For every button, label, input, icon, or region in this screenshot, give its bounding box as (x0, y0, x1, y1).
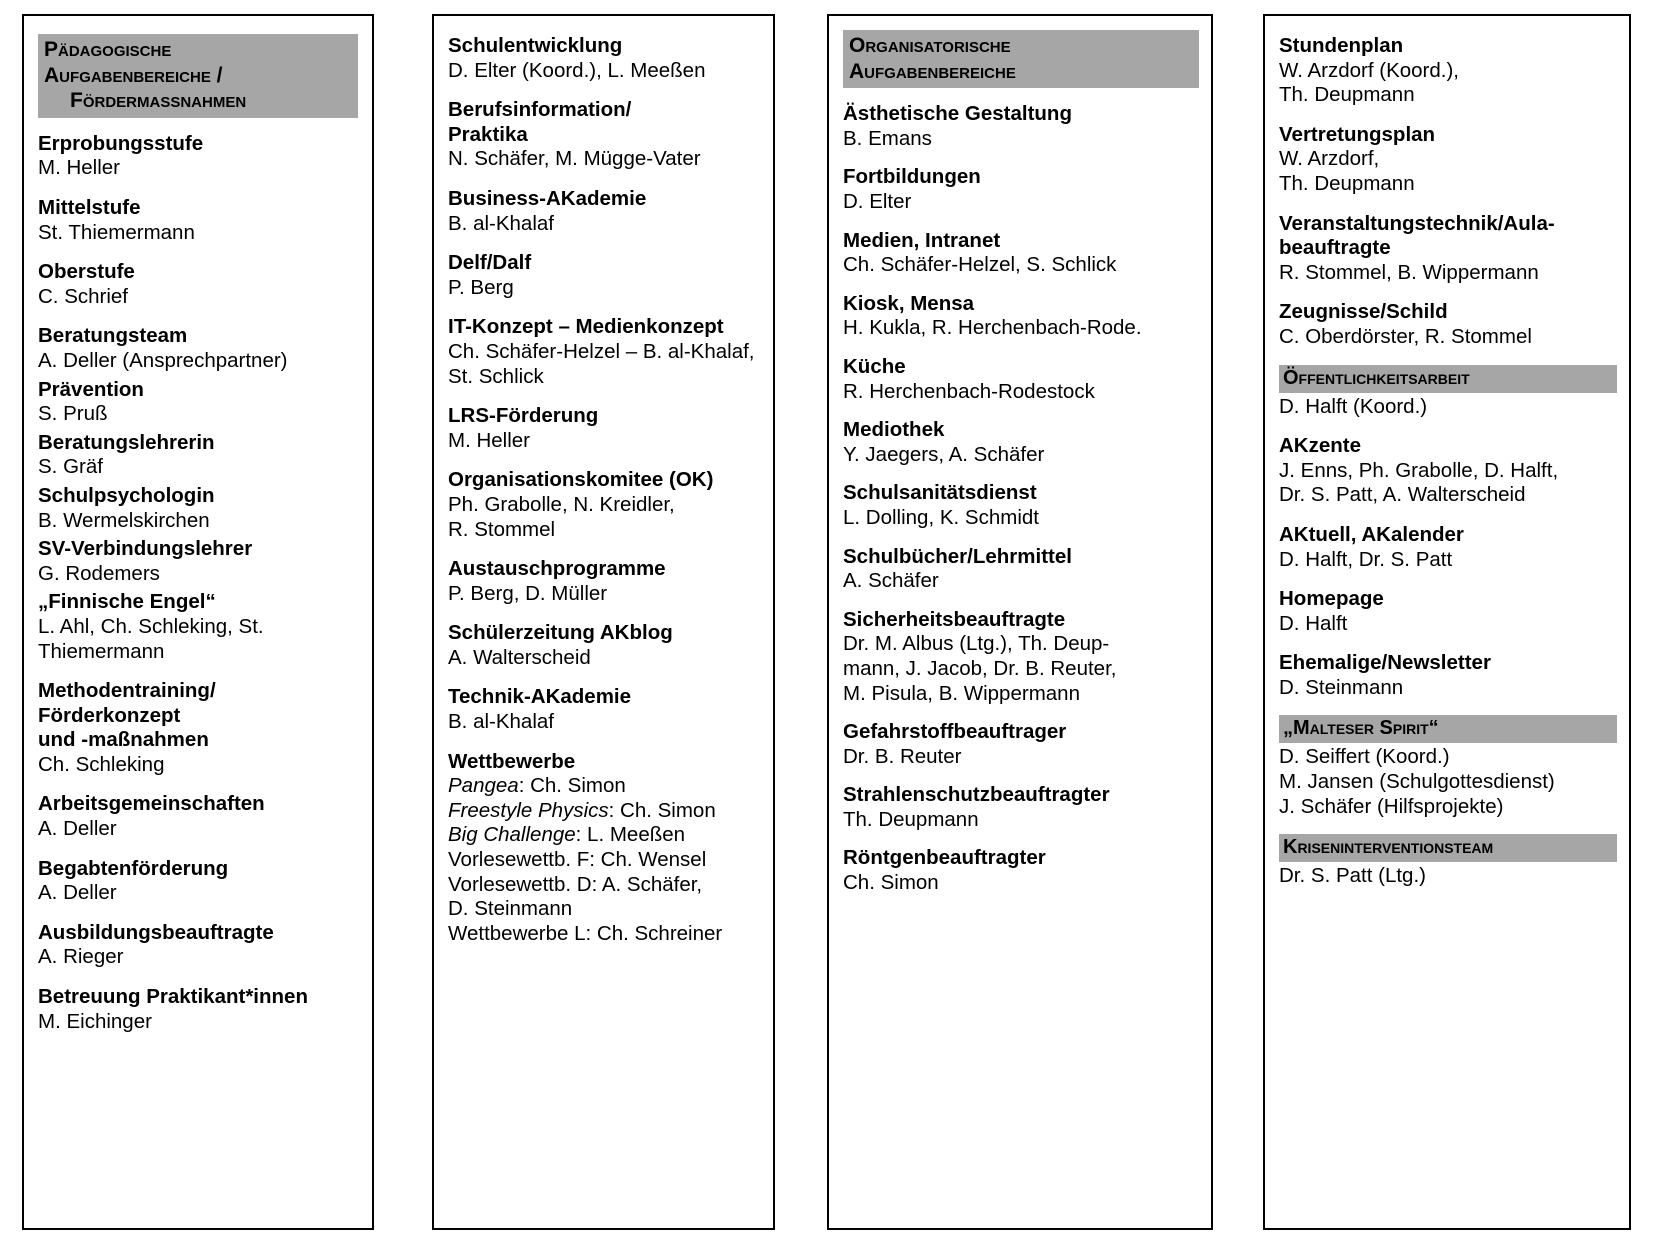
entry-people: G. Rodemers (38, 561, 160, 585)
entry-title: Beratungslehrerin (38, 430, 215, 454)
entry-title: Austauschprogramme (448, 557, 666, 581)
entry-people: H. Kukla, R. Herchenbach-Rode. (843, 316, 1142, 340)
entry (843, 229, 1199, 278)
entry (448, 557, 761, 606)
entry-title: Betreuung Praktikant*innen (38, 985, 308, 1009)
entry-title: Vertretungsplan (1279, 122, 1436, 146)
entry (448, 187, 761, 236)
entry-people: Ch. Schäfer-Helzel, S. Schlick (843, 253, 1117, 277)
entry-people: D. Halft (Koord.) (1279, 394, 1428, 418)
entry (1279, 715, 1617, 819)
entry (1279, 300, 1617, 349)
entry (38, 132, 358, 181)
entry (843, 292, 1199, 341)
entry (448, 621, 761, 670)
competition-name: Pangea (448, 774, 519, 798)
entry-title: Schulpsychologin (38, 483, 215, 507)
entry (448, 315, 761, 389)
entry (843, 102, 1199, 151)
entry-title: Begabtenförderung (38, 856, 229, 880)
entry-title: Business-AKademie (448, 186, 647, 210)
entry (38, 921, 358, 970)
columns-container (0, 14, 1678, 1230)
entry-people: Y. Jaegers, A. Schäfer (843, 442, 1045, 466)
entry (38, 431, 358, 480)
entry (1279, 651, 1617, 700)
column-3-entries (843, 102, 1199, 895)
entry-people: R. Stommel, B. Wippermann (1279, 260, 1539, 284)
entry-title: Wettbewerbe (448, 749, 576, 773)
entry-people: D. Elter (Koord.), L. Meeßen (448, 58, 706, 82)
entry (843, 481, 1199, 530)
entry-people: R. Herchenbach-Rodestock (843, 379, 1095, 403)
entry-people: S. Pruß (38, 402, 108, 426)
entry-title-band: „Malteser Spirit“ (1279, 715, 1617, 743)
entry-title: Prävention (38, 377, 144, 401)
entry-people: A. Deller (38, 817, 117, 841)
entry-people: B. Emans (843, 126, 932, 150)
entry-people: L. Dolling, K. Schmidt (843, 505, 1039, 529)
column-1-header-line3: Fördermaßnahmen (70, 89, 247, 113)
entry-title: IT-Konzept – Medienkonzept (448, 315, 724, 339)
entry-people: A. Deller (38, 881, 117, 905)
entry-people: M. Heller (448, 428, 531, 452)
column-1-entries (38, 132, 358, 1034)
entry (1279, 587, 1617, 636)
wettbewerbe-line: Vorlesewettb. D: A. Schäfer, (448, 872, 703, 896)
entry-people: Ch. Schleking (38, 752, 165, 776)
entry-people: St. Thiemermann (38, 220, 195, 244)
entry-title: Technik-AKademie (448, 685, 632, 709)
entry-title: Beratungsteam (38, 324, 188, 348)
column-1-header-line2: Aufgabenbereiche / (44, 63, 223, 87)
entry-title: SV-Verbindungslehrer (38, 537, 253, 561)
entry (448, 404, 761, 453)
entry-title: Ästhetische Gestaltung (843, 102, 1072, 126)
column-organisatorische (827, 14, 1213, 1230)
wettbewerbe-line: Vorlesewettb. F: Ch. Wensel (448, 848, 707, 872)
entry (843, 165, 1199, 214)
entry-title: Röntgenbeauftragter (843, 846, 1046, 870)
entry-people: Ch. Simon (843, 871, 939, 895)
entry-people: M. Eichinger (38, 1009, 152, 1033)
entry-title: „Finnische Engel“ (38, 590, 216, 614)
entry (38, 792, 358, 841)
entry (1279, 434, 1617, 508)
entry-people: A. Schäfer (843, 569, 939, 593)
entry-title: AKzente (1279, 434, 1362, 458)
column-paedagogische (22, 14, 374, 1230)
entry-people: B. al-Khalaf (448, 211, 554, 235)
column-2-entries (448, 34, 761, 735)
entry-people: B. al-Khalaf (448, 710, 554, 734)
entry-title: Medien, Intranet (843, 228, 1001, 252)
entry-people: A. Rieger (38, 945, 124, 969)
entry (448, 468, 761, 542)
entry (843, 545, 1199, 594)
wettbewerbe-line: Freestyle Physics: Ch. Simon (448, 798, 716, 822)
entry-title: Berufsinformation/ Praktika (448, 98, 632, 146)
entry-title: Schülerzeitung AKblog (448, 621, 673, 645)
entry-people: A. Walterscheid (448, 645, 591, 669)
entry (843, 355, 1199, 404)
entry-people: W. Arzdorf, Th. Deupmann (1279, 147, 1415, 195)
entry-people: Ph. Grabolle, N. Kreidler, R. Stommel (448, 492, 675, 541)
entry (843, 783, 1199, 832)
entry-title: Delf/Dalf (448, 251, 532, 275)
entry (38, 590, 358, 664)
entry (1279, 34, 1617, 108)
entry (38, 260, 358, 309)
entry-people: P. Berg (448, 275, 514, 299)
entry-people: D. Seiffert (Koord.) M. Jansen (Schulgottesdienst) J. Schäfer (Hilfsprojekte) (1279, 745, 1555, 818)
column-3-header-line2: Aufgabenbereiche (849, 59, 1016, 83)
entry (1279, 365, 1617, 420)
entry (448, 34, 761, 83)
entry-title: Schulsanitätsdienst (843, 481, 1037, 505)
entry (448, 251, 761, 300)
entry-title: Methodentraining/ Förderkonzept und -maßnahmen (38, 679, 216, 752)
wettbewerbe-lines (448, 774, 761, 946)
entry-title: Ehemalige/Newsletter (1279, 651, 1491, 675)
entry-people: J. Enns, Ph. Grabolle, D. Halft, Dr. S. Patt, A. Walterscheid (1279, 458, 1559, 507)
entry-people: B. Wermelskirchen (38, 508, 210, 532)
entry-title: Stundenplan (1279, 34, 1404, 57)
entry (843, 720, 1199, 769)
competition-name: Big Challenge (448, 823, 576, 847)
entry-people: D. Halft (1279, 611, 1348, 635)
entry-people: D. Elter (843, 190, 912, 213)
column-1-header (38, 34, 358, 118)
entry-people: Dr. B. Reuter (843, 744, 962, 768)
entry-people: D. Steinmann (1279, 675, 1404, 699)
column-4-entries (1279, 34, 1617, 889)
entry (843, 418, 1199, 467)
entry-title: Strahlenschutzbeauftragter (843, 783, 1110, 807)
entry-title-band: Öffentlichkeitsarbeit (1279, 365, 1617, 393)
entry-title: Organisationskomitee (OK) (448, 468, 714, 492)
wettbewerbe-line: Pangea: Ch. Simon (448, 774, 626, 798)
entry-people: S. Gräf (38, 455, 103, 479)
entry (38, 196, 358, 245)
entry (1279, 212, 1617, 286)
entry-title-band: Kriseninterventionsteam (1279, 834, 1617, 862)
entry-title: Schulbücher/Lehrmittel (843, 544, 1072, 568)
entry-title: Mediothek (843, 418, 945, 442)
entry-title: Oberstufe (38, 260, 135, 284)
column-schulentwicklung (432, 14, 775, 1230)
entry-people: C. Oberdörster, R. Stommel (1279, 324, 1532, 348)
entry (843, 846, 1199, 895)
column-3-header (843, 30, 1199, 88)
entry (38, 378, 358, 427)
entry-title: Arbeitsgemeinschaften (38, 792, 265, 816)
entry-title: Fortbildungen (843, 165, 981, 189)
entry-title: Mittelstufe (38, 196, 141, 220)
entry (38, 679, 358, 777)
entry (38, 537, 358, 586)
entry-people: A. Deller (Ansprechpartner) (38, 348, 288, 372)
entry-title: Ausbildungsbeauftragte (38, 920, 274, 944)
entry-people: P. Berg, D. Müller (448, 581, 608, 605)
entry-title: Zeugnisse/Schild (1279, 300, 1448, 324)
wettbewerbe-line: D. Steinmann (448, 897, 573, 921)
column-3-header-line1: Organisatorische (849, 34, 1011, 57)
entry-title: Erprobungsstufe (38, 131, 204, 155)
entry-title: Küche (843, 354, 906, 378)
entry (1279, 834, 1617, 889)
entry (38, 324, 358, 373)
entry-people: Ch. Schäfer-Helzel – B. al-Khalaf, St. Schlick (448, 339, 755, 388)
entry-people: M. Heller (38, 156, 121, 180)
competition-name: Freestyle Physics (448, 798, 609, 822)
entry-title: Kiosk, Mensa (843, 291, 975, 315)
entry (448, 685, 761, 734)
entry-people: Dr. M. Albus (Ltg.), Th. Deup- mann, J. Jacob, Dr. B. Reuter, M. Pisula, B. Wippermann (843, 632, 1117, 705)
entry-title: Veranstaltungstechnik/Aula- beauftragte (1279, 211, 1555, 260)
entry-title: LRS-Förderung (448, 404, 599, 428)
column-verwaltung (1263, 14, 1631, 1230)
entry-people: W. Arzdorf (Koord.), Th. Deupmann (1279, 58, 1459, 107)
entry-title: Sicherheitsbeauftragte (843, 607, 1066, 631)
entry (38, 985, 358, 1034)
entry-title: Schulentwicklung (448, 34, 623, 57)
entry-title: Homepage (1279, 587, 1384, 611)
wettbewerbe-line: Wettbewerbe L: Ch. Schreiner (448, 921, 723, 945)
entry-people: Th. Deupmann (843, 807, 979, 831)
wettbewerbe-line: Big Challenge: L. Meeßen (448, 823, 686, 847)
entry-title: Gefahrstoffbeauftrager (843, 720, 1067, 744)
entry (448, 98, 761, 172)
entry-people: Dr. S. Patt (Ltg.) (1279, 864, 1426, 888)
entry-people: L. Ahl, Ch. Schleking, St. Thiemermann (38, 614, 264, 663)
entry (1279, 523, 1617, 572)
entry (38, 857, 358, 906)
entry (843, 608, 1199, 706)
entry-title: AKtuell, AKalender (1279, 522, 1464, 546)
entry-people: C. Schrief (38, 284, 128, 308)
entry-wettbewerbe (448, 750, 761, 947)
entry (1279, 123, 1617, 197)
entry (38, 484, 358, 533)
column-1-header-line1: Pädagogische (44, 38, 172, 61)
entry-people: N. Schäfer, M. Mügge-Vater (448, 147, 701, 171)
entry-people: D. Halft, Dr. S. Patt (1279, 547, 1453, 571)
